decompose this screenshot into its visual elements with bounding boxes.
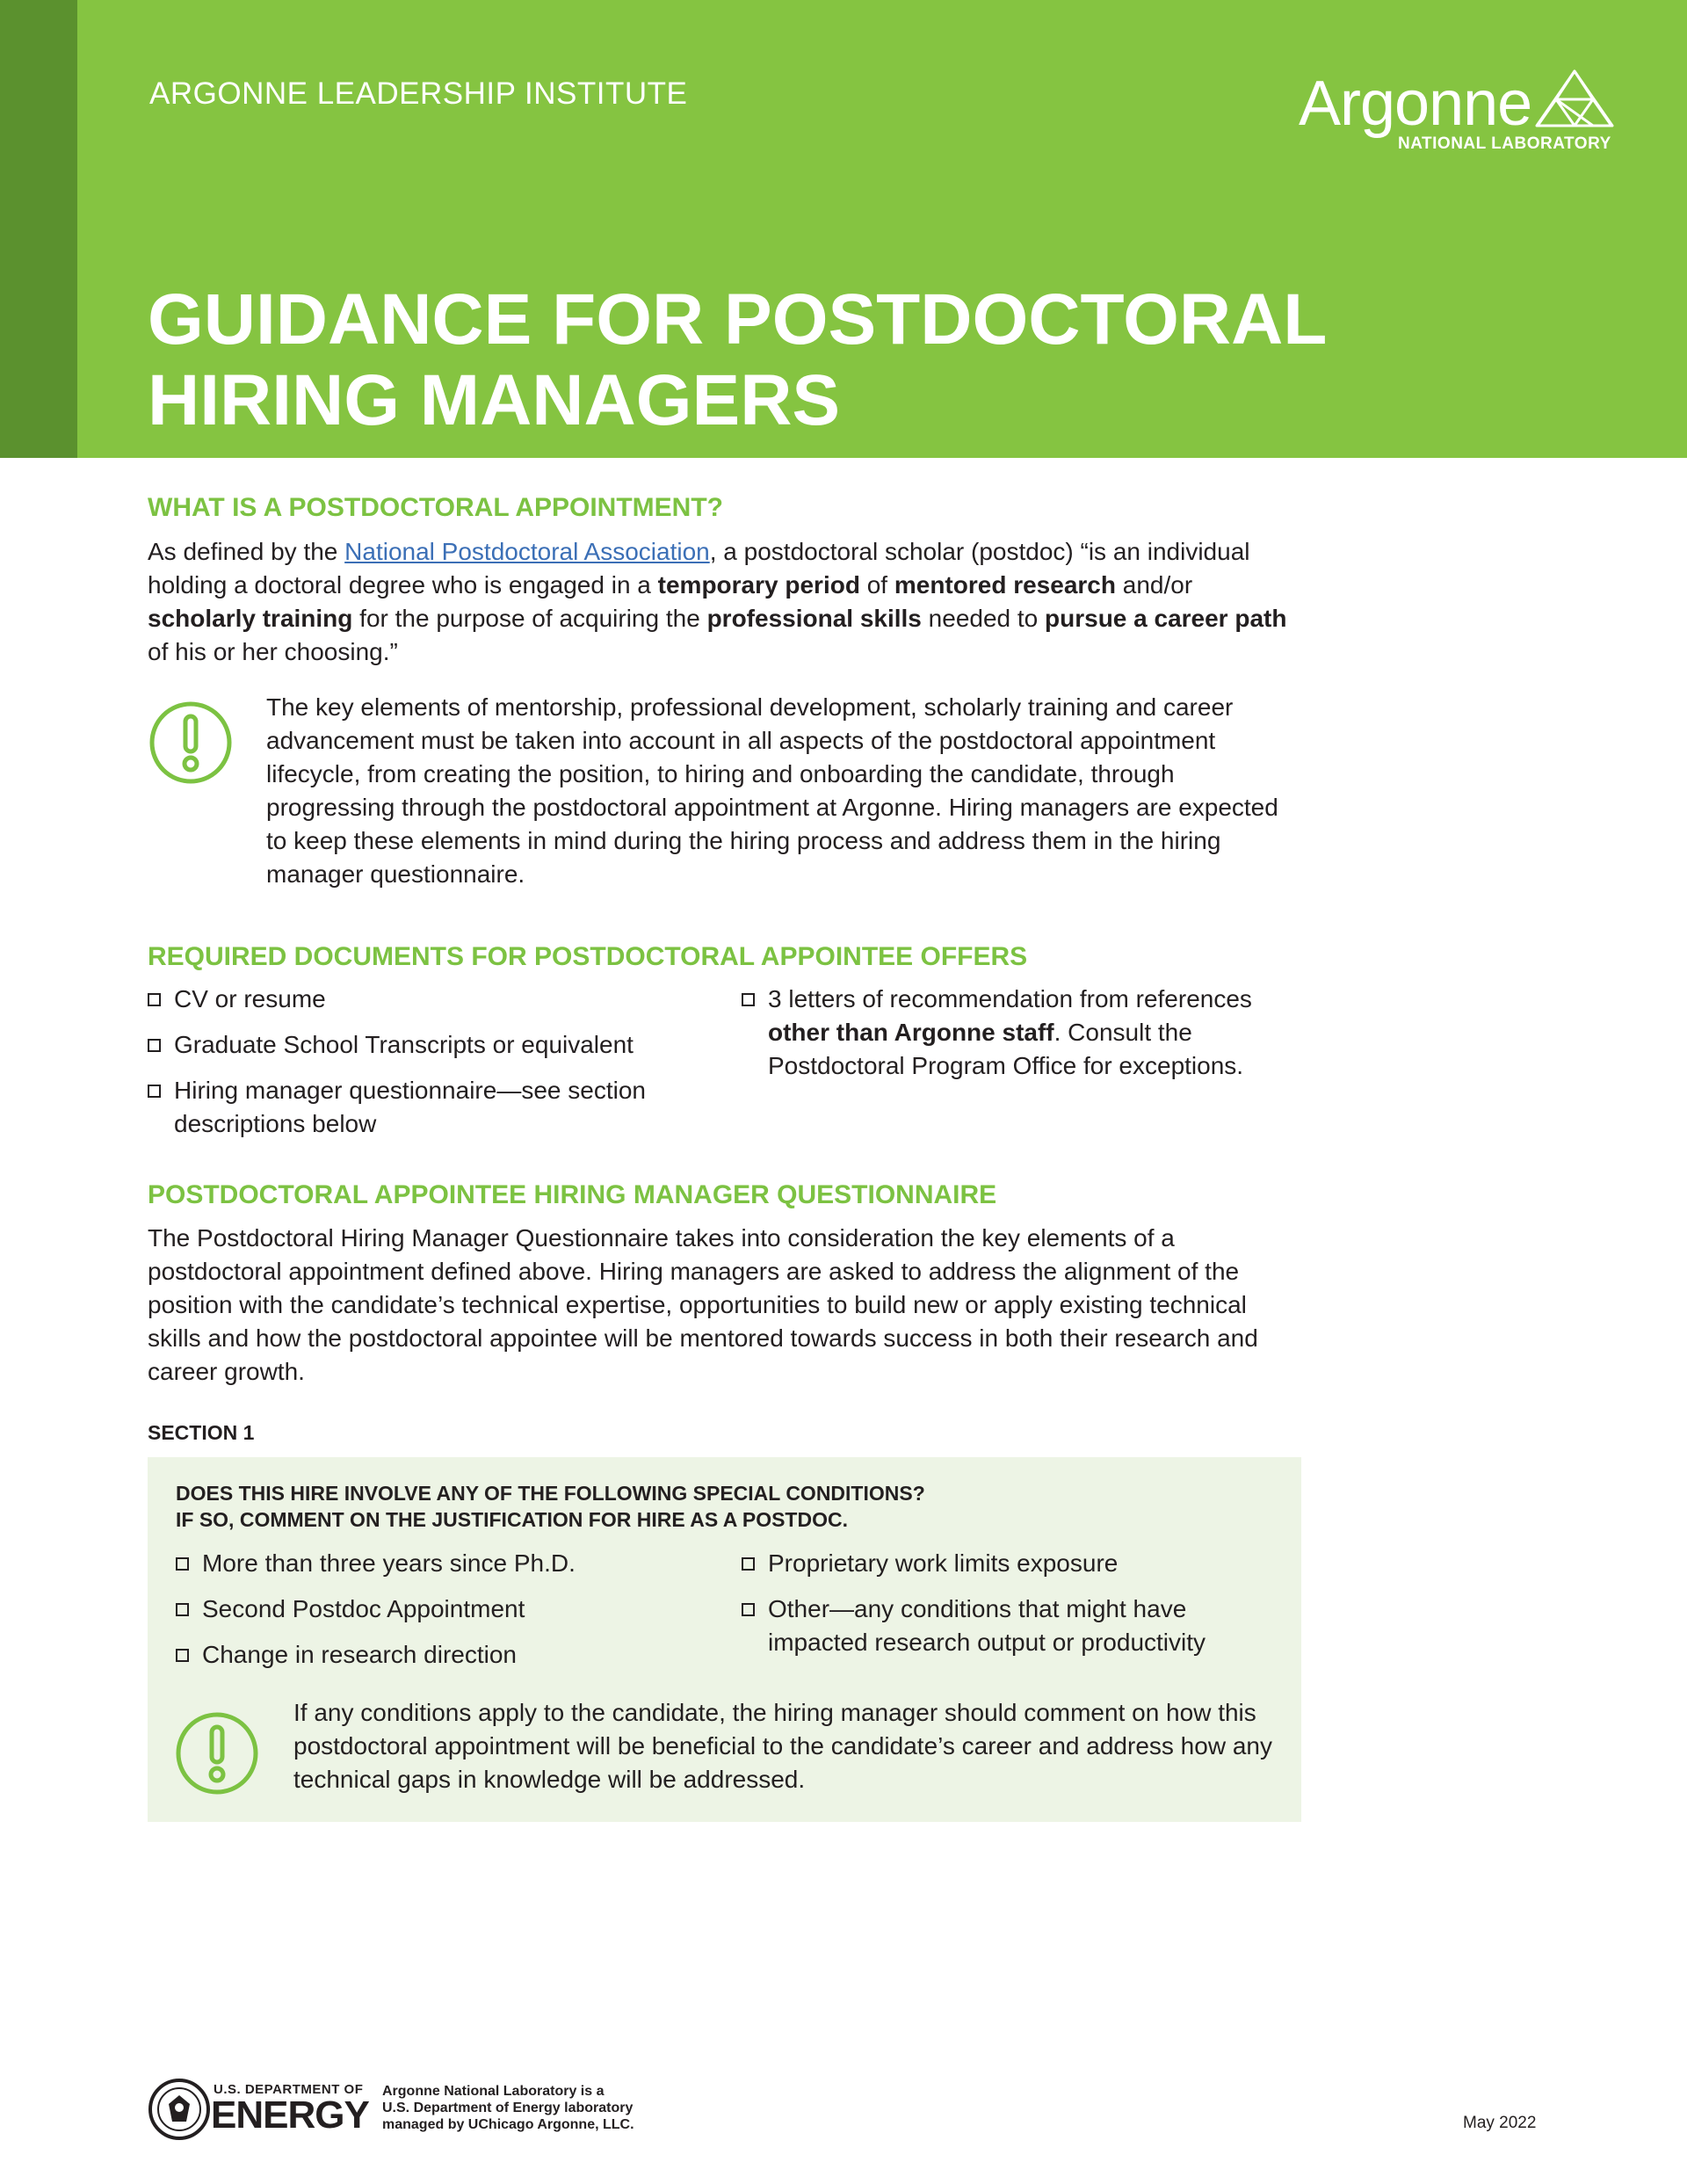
key-elements-note: The key elements of mentorship, professional development, scholarly training and career advancement must be taken into account in all aspects of the postdoctoral appointment lifecycle, from creating the position, to hiring and onboarding the candidate, through progressing through the postdoctoral appointment at Argonne. Hiring managers are expected to keep these elements in mind during the hiring process and address them in the hiring manager questionnaire. — [266, 693, 1278, 888]
page-title-line-1: GUIDANCE FOR POSTDOCTORAL — [148, 279, 1328, 359]
checkbox-icon — [742, 1557, 755, 1571]
list-item: Second Postdoc Appointment — [176, 1593, 703, 1626]
heading-required-documents: REQUIRED DOCUMENTS FOR POSTDOCTORAL APPOINTEE OFFERS — [148, 942, 1028, 971]
footer-lab-statement: Argonne National Laboratory is a U.S. Department of Energy laboratory managed by UChicago Argonne, LLC. — [382, 2084, 634, 2132]
list-item: Other—any conditions that might have impacted research output or productivity — [742, 1593, 1269, 1659]
list-item: CV or resume — [148, 983, 692, 1016]
exclamation-alert-icon — [148, 700, 234, 786]
exclamation-alert-icon — [174, 1710, 260, 1796]
checkbox-icon — [148, 1085, 161, 1098]
page-title — [148, 279, 1327, 441]
doe-label-big: ENERGY — [211, 2093, 369, 2137]
checkbox-icon — [148, 1039, 161, 1052]
checkbox-icon — [176, 1603, 189, 1616]
heading-what-is-postdoc: WHAT IS A POSTDOCTORAL APPOINTMENT? — [148, 493, 723, 522]
logo-wordmark: Argonne — [1299, 69, 1532, 139]
section-1-label: SECTION 1 — [148, 1421, 255, 1444]
checkbox-icon — [742, 993, 755, 1006]
conditions-note: If any conditions apply to the candidate, the hiring manager should comment on how this postdoctoral appointment will be beneficial to the candidate’s career and address how any technical gaps in knowledge will be addressed. — [293, 1699, 1272, 1793]
institute-label: ARGONNE LEADERSHIP INSTITUTE — [149, 76, 688, 111]
list-item: 3 letters of recommendation from references other than Argonne staff. Consult the Postdoctoral Program Office for exceptions. — [742, 983, 1304, 1083]
questionnaire-paragraph: The Postdoctoral Hiring Manager Questionnaire takes into consideration the key elements of a postdoctoral appointment defined above. Hiring managers are asked to address the alignment of the position with the candidate’s technical expertise, opportunities to build new or apply existing technical skills and how the postdoctoral appointee will be mentored towards success in both their research and career growth. — [148, 1224, 1258, 1385]
checkbox-icon — [176, 1557, 189, 1571]
footer-date: May 2022 — [1463, 2114, 1537, 2132]
list-item: Proprietary work limits exposure — [742, 1547, 1269, 1580]
argonne-logo — [1299, 69, 1615, 156]
header-accent-strip — [0, 0, 77, 458]
intro-paragraph: As defined by the National Postdoctoral Association, a postdoctoral scholar (postdoc) “is an individual holding a doctoral degree who is engaged in a temporary period of mentored research and/or scholarly training for the purpose of acquiring the professional skills needed to pursue a career path of his or her choosing.” — [148, 538, 1287, 665]
checkbox-icon — [176, 1649, 189, 1662]
special-conditions-list-right — [742, 1547, 1269, 1672]
logo-subtitle: NATIONAL LABORATORY — [1398, 134, 1611, 153]
list-item: Change in research direction — [176, 1638, 703, 1672]
list-item: Graduate School Transcripts or equivalent — [148, 1028, 692, 1062]
checkbox-icon — [742, 1603, 755, 1616]
required-documents-list-left — [148, 983, 692, 1153]
npa-link[interactable]: National Postdoctoral Association — [344, 538, 710, 565]
checkbox-icon — [148, 993, 161, 1006]
doe-seal-icon — [148, 2078, 211, 2141]
argonne-triangle-icon — [1534, 69, 1615, 128]
section-1-question: DOES THIS HIRE INVOLVE ANY OF THE FOLLOWING SPECIAL CONDITIONS? IF SO, COMMENT ON THE JUSTIFICATION FOR HIRE AS A POSTDOC. — [176, 1482, 925, 1531]
list-item: Hiring manager questionnaire—see section descriptions below — [148, 1074, 692, 1141]
special-conditions-list-left — [176, 1547, 703, 1684]
list-item: More than three years since Ph.D. — [176, 1547, 703, 1580]
doe-label-small: U.S. DEPARTMENT OF — [214, 2082, 364, 2097]
page-title-line-2: HIRING MANAGERS — [148, 360, 841, 440]
required-documents-list-right — [742, 983, 1304, 1095]
heading-questionnaire: POSTDOCTORAL APPOINTEE HIRING MANAGER QUESTIONNAIRE — [148, 1180, 997, 1209]
